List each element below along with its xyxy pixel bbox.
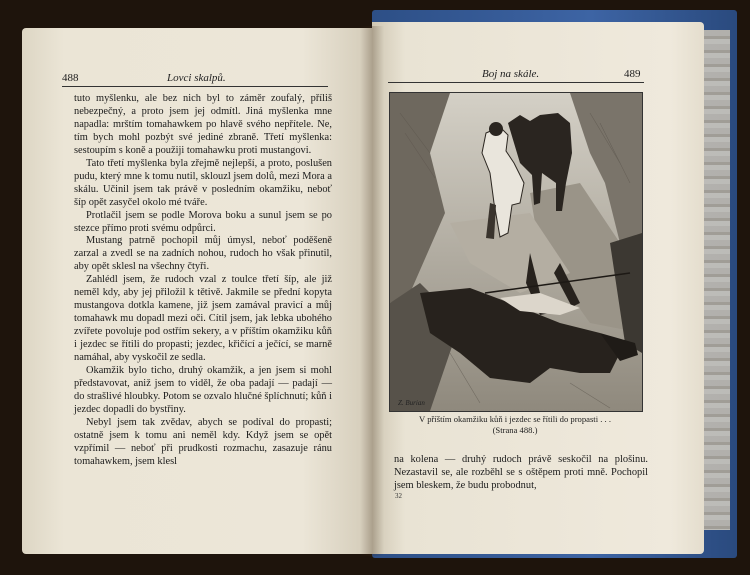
right-running-head: Boj na skále. (482, 68, 540, 80)
paragraph: Protlačil jsem se podle Morova boku a sunul jsem se po stezce přímo proti svému odpůrci. (74, 209, 332, 234)
left-page-text (74, 93, 332, 469)
left-running-head: Lovci skalpů. (167, 72, 226, 84)
left-page-number: 488 (62, 72, 79, 84)
artist-signature: Z. Burian (398, 399, 425, 407)
paragraph: Tato třetí myšlenka byla zřejmě nejlepší, a proto, poslušen pudu, který mne k tomu nutil, sklouzl jsem dolů, mezi Mora a skálu. Učinil jsem tak právě v posledním okamžiku, neboť šíp opět zasyčel okolo mé tváře. (74, 157, 332, 208)
paragraph: Mustang patrně pochopil můj úmysl, neboť poděšeně zarzal a zvedl se na zadních nohou, rudoch ho však přinutil, aby opět sklesl na všechny čtyři. (74, 235, 332, 273)
caption-line: V příštím okamžiku kůň i jezdec se řítili do propasti . . . (419, 414, 611, 424)
paragraph: tuto myšlenku, ale bez nich byl to záměr zoufalý, příliš nebezpečný, a proto jsem jej odmítl. Jiná myšlenka mne napadla: mrštím tomahawkem po hlavě svého nepřítele. Ne, tím bych mohl pozbýt své jediné zbraně. Třetí myšlenka: sestoupím s koně a použiji tomahawku proti mustangovi. (74, 93, 332, 156)
right-page-text (394, 454, 648, 493)
illustration-caption (389, 414, 641, 436)
paragraph: Okamžik bylo ticho, druhý okamžik, a jen jsem si mohl představovat, aniž jsem to viděl, že oba padají — padají — do strašlivé hloubky. Potom se ozvalo hlučné šplíchnutí; kůň i jezdec dopadli do bystřiny. (74, 365, 332, 415)
paragraph: Nebyl jsem tak zvědav, abych se podíval do propasti; ostatně jsem k tomu ani neměl kdy. Když jsem se opět vzpřímil — neboť při prudkosti rozmachu, zasazuje ránu tomahawkem, jsem klesl (74, 416, 332, 467)
cover-marbled-edge (700, 30, 730, 530)
paragraph: Zahlédl jsem, že rudoch vzal z toulce třetí šíp, ale již neměl kdy, aby jej přiložil k tětivě. Jakmile se přední kopyta mustangova dotkla kamene, již jsem zamával pravicí a můj tomahawk mu dopadl mezi oči. Cítil jsem, jak lebka ubohého zvířete povoluje pod ostřím sekery, a v příštím okamžiku kůň i jezdec se řítili do propasti; jezdec, křičící a ječící, se marně namáhal, aby vyskočil ze sedla. (74, 274, 332, 364)
illustration-horse-fall (389, 92, 643, 412)
illustration-drawing (390, 93, 642, 411)
book-gutter (360, 26, 384, 556)
caption-page-ref: (Strana 488.) (492, 425, 538, 435)
right-header-rule (388, 82, 644, 83)
right-page-number: 489 (624, 68, 641, 80)
paragraph: na kolena — druhý rudoch právě seskočil na plošinu. Nezastavil se, ale rozběhl se s oštěpem proti mně. Pochopil jsem bleskem, že budu probodnut, (394, 454, 648, 491)
printer-signature-mark: 32 (395, 492, 402, 500)
left-header-rule (62, 86, 328, 87)
